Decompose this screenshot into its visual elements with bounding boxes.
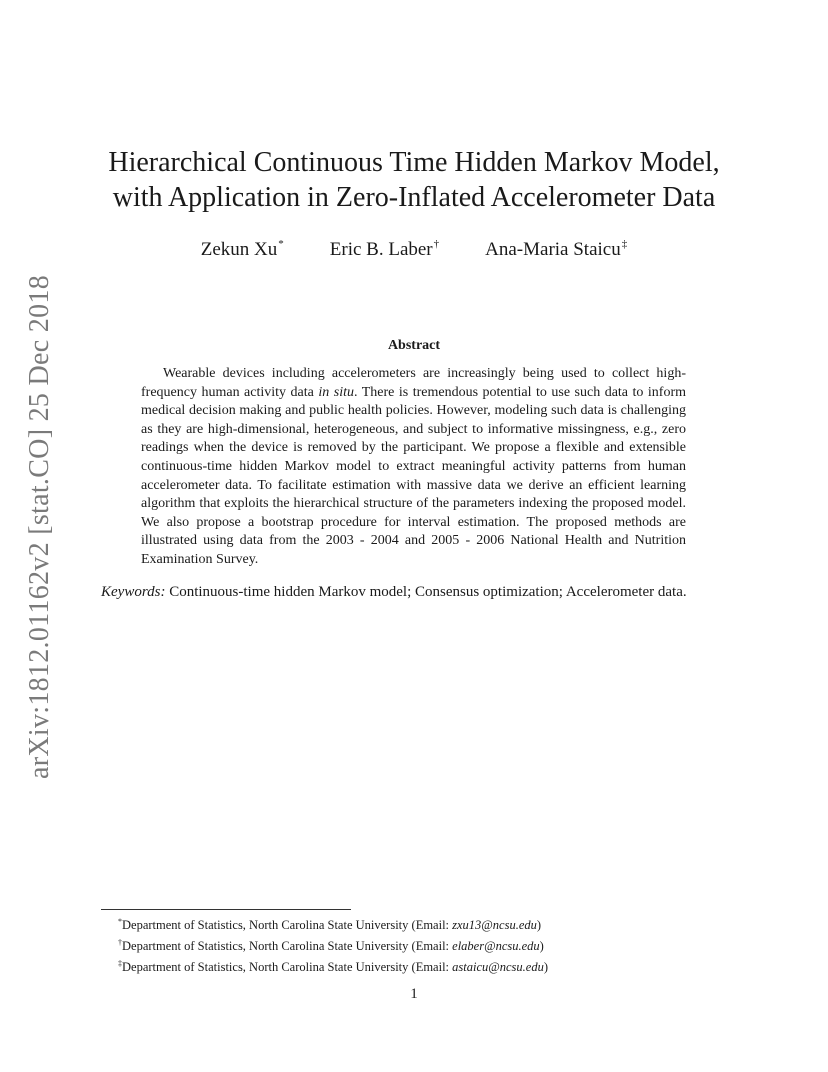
keywords-label: Keywords: [101,584,166,600]
abstract-italic: in situ [318,384,354,400]
author-name: Eric B. Laber [329,239,433,260]
author [330,238,439,261]
paper-title [80,145,748,215]
author-name: Ana-Maria Staicu [485,239,621,260]
footnote-mark: * [118,917,122,926]
footnote-close: ) [536,918,542,932]
abstract-heading: Abstract [387,338,441,353]
footnote-email: zxu13@ncsu.edu [452,918,537,932]
footnote [118,913,738,934]
author-mark: * [278,238,284,250]
title-line-2: with Application in Zero-Inflated Accelerometer Data [112,182,716,213]
abstract-text: . There is tremendous potential to use such data to inform medical decision making and public health policies. However, modeling such data is challenging as they are high-dimensional, heterogeneous, and subject to informative missingness, e.g., zero readings when the device is removed by the participant. We propose a flexible and extensible continuous-time hidden Markov model to extract meaningful activity patterns from human accelerometer data. To facilitate estimation with massive data we derive an efficient learning algorithm that exploits the hierarchical structure of the parameters indexing the proposed model. We also propose a bootstrap procedure for interval estimation. The proposed methods are illustrated using data from the 2003 - 2004 and 2005 - 2006 National Health and Nutrition Examination Survey. [141,384,686,567]
footnote-text: Department of Statistics, North Carolina State University (Email: [122,939,453,953]
keywords [101,584,761,601]
keywords-text: Continuous-time hidden Markov model; Consensus optimization; Accelerometer data. [165,584,687,600]
abstract-text: Wearable devices including accelerometers are increasingly being used to collect high-frequency human activity data [141,366,686,400]
author [485,238,627,261]
footnote-text: Department of Statistics, North Carolina State University (Email: [122,918,453,932]
footnote-close: ) [543,960,549,974]
footnotes [118,913,738,976]
footnote [118,934,738,955]
arxiv-stamp-text: arXiv:1812.01162v2 [stat.CO] 25 Dec 2018 [24,275,55,779]
footnote [118,955,738,976]
author-mark: † [433,238,440,250]
arxiv-stamp [20,275,60,779]
footnote-email: astaicu@ncsu.edu [452,960,544,974]
author-name: Zekun Xu [200,239,278,260]
author [201,238,284,261]
footnote-email: elaber@ncsu.edu [452,939,540,953]
page-number: 1 [410,986,418,1002]
footnote-mark: ‡ [118,959,122,968]
footnote-close: ) [539,939,544,953]
footnote-text: Department of Statistics, North Carolina State University (Email: [122,960,453,974]
author-mark: ‡ [621,238,628,250]
footnote-rule [101,909,351,910]
author-list [0,238,828,261]
footnote-mark: † [118,938,122,947]
abstract-body [141,365,686,570]
title-line-1: Hierarchical Continuous Time Hidden Markov Model, [108,147,720,178]
